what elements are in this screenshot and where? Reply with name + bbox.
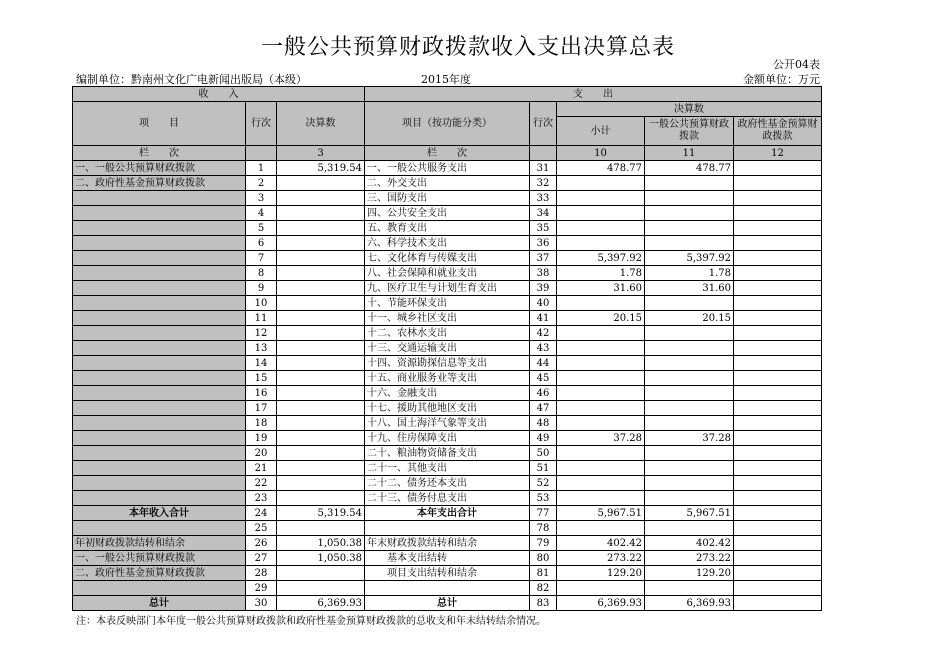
income-amount-cell: 1,050.38 — [277, 551, 365, 566]
income-row-no-cell: 1 — [246, 161, 277, 176]
income-row-no-cell: 27 — [246, 551, 277, 566]
income-row-no-cell: 5 — [246, 221, 277, 236]
expense-fund-budget-cell — [734, 506, 822, 521]
expense-subtotal-cell — [557, 476, 645, 491]
expense-fund-budget-cell — [734, 491, 822, 506]
income-item-cell — [73, 356, 246, 371]
general-budget-header: 一般公共预算财政拨款 — [645, 117, 734, 146]
table-row — [73, 521, 822, 536]
expense-subtotal-cell — [557, 341, 645, 356]
expense-general-budget-cell — [645, 521, 734, 536]
expense-row-no-cell: 53 — [530, 491, 557, 506]
form-code: 公开04表 — [773, 58, 820, 71]
expense-row-no-cell: 38 — [530, 266, 557, 281]
expense-row-no-cell: 31 — [530, 161, 557, 176]
expense-fund-budget-cell — [734, 326, 822, 341]
income-amount-cell — [277, 356, 365, 371]
expense-subtotal-cell — [557, 236, 645, 251]
income-item-cell: 一、一般公共预算财政拨款 — [73, 161, 246, 176]
expense-row-no-cell: 81 — [530, 566, 557, 581]
table-row — [73, 536, 822, 551]
table-row — [73, 266, 822, 281]
table-row — [73, 371, 822, 386]
expense-general-budget-cell — [645, 491, 734, 506]
expense-general-budget-cell — [645, 401, 734, 416]
income-row-no-cell: 25 — [246, 521, 277, 536]
income-amount-cell — [277, 386, 365, 401]
income-item-cell — [73, 236, 246, 251]
expense-row-no-cell: 49 — [530, 431, 557, 446]
income-row-no-cell: 28 — [246, 566, 277, 581]
income-item-cell — [73, 521, 246, 536]
income-amount-cell: 5,319.54 — [277, 161, 365, 176]
income-header: 收 入 — [73, 87, 365, 102]
expense-general-budget-cell: 402.42 — [645, 536, 734, 551]
income-item-cell — [73, 461, 246, 476]
report-title: 一般公共预算财政拨款收入支出决算总表 — [260, 35, 675, 60]
expense-general-budget-cell: 20.15 — [645, 311, 734, 326]
expense-item-cell: 四、公共安全支出 — [365, 206, 530, 221]
income-row-no-cell: 23 — [246, 491, 277, 506]
expense-fund-budget-cell — [734, 236, 822, 251]
income-row-no-cell: 10 — [246, 296, 277, 311]
income-amount-cell — [277, 461, 365, 476]
income-amount-cell — [277, 446, 365, 461]
expense-subtotal-cell — [557, 401, 645, 416]
expense-fund-budget-cell — [734, 416, 822, 431]
expense-subtotal-cell — [557, 326, 645, 341]
expense-row-no-cell: 32 — [530, 176, 557, 191]
income-item-cell — [73, 281, 246, 296]
compiling-unit: 编制单位：黔南州文化广电新闻出版局（本级） — [76, 73, 307, 86]
income-row-no-cell: 4 — [246, 206, 277, 221]
income-row-no-cell: 3 — [246, 191, 277, 206]
expense-row-no-cell: 83 — [530, 596, 557, 611]
expense-item-cell: 十三、交通运输支出 — [365, 341, 530, 356]
expense-item-cell — [365, 521, 530, 536]
table-row — [73, 161, 822, 176]
expense-general-budget-cell — [645, 356, 734, 371]
income-item-cell — [73, 416, 246, 431]
expense-row-no-cell: 45 — [530, 371, 557, 386]
income-amount-cell — [277, 521, 365, 536]
expense-general-budget-cell — [645, 386, 734, 401]
expense-item-cell: 十五、商业服务业等支出 — [365, 371, 530, 386]
expense-fund-budget-cell — [734, 401, 822, 416]
expense-subtotal-cell — [557, 461, 645, 476]
income-row-no-cell: 14 — [246, 356, 277, 371]
income-item-cell: 二、政府性基金预算财政拨款 — [73, 176, 246, 191]
expense-fund-budget-cell — [734, 461, 822, 476]
expense-general-budget-cell: 1.78 — [645, 266, 734, 281]
income-item-cell — [73, 581, 246, 596]
expense-fund-budget-cell — [734, 191, 822, 206]
column-label-left: 栏 次 — [73, 146, 246, 161]
income-row-no-cell: 11 — [246, 311, 277, 326]
income-row-no-cell: 15 — [246, 371, 277, 386]
income-item-cell: 年初财政拨款结转和结余 — [73, 536, 246, 551]
expense-item-cell: 十九、住房保障支出 — [365, 431, 530, 446]
table-row — [73, 401, 822, 416]
expense-subtotal-cell: 273.22 — [557, 551, 645, 566]
income-item-cell — [73, 341, 246, 356]
expense-subtotal-cell — [557, 206, 645, 221]
expense-item-cell: 十七、援助其他地区支出 — [365, 401, 530, 416]
expense-row-no-cell: 35 — [530, 221, 557, 236]
expense-item-cell: 一、一般公共服务支出 — [365, 161, 530, 176]
table-row — [73, 191, 822, 206]
income-amount-cell — [277, 206, 365, 221]
column-number-11: 11 — [645, 146, 734, 161]
expense-general-budget-cell — [645, 236, 734, 251]
expense-subtotal-cell: 6,369.93 — [557, 596, 645, 611]
expense-row-no-cell: 42 — [530, 326, 557, 341]
table-row — [73, 341, 822, 356]
expense-row-no-cell: 40 — [530, 296, 557, 311]
expense-row-no-cell: 82 — [530, 581, 557, 596]
table-row — [73, 176, 822, 191]
expense-row-no-cell: 46 — [530, 386, 557, 401]
table-row — [73, 416, 822, 431]
expense-general-budget-cell — [645, 221, 734, 236]
income-amount-cell — [277, 431, 365, 446]
expense-subtotal-cell — [557, 221, 645, 236]
expense-fund-budget-cell — [734, 521, 822, 536]
expense-general-budget-cell — [645, 446, 734, 461]
expense-fund-budget-cell — [734, 296, 822, 311]
expense-general-budget-cell: 31.60 — [645, 281, 734, 296]
expense-item-cell: 十八、国土海洋气象等支出 — [365, 416, 530, 431]
income-row-no-cell: 30 — [246, 596, 277, 611]
expense-subtotal-cell — [557, 416, 645, 431]
expense-fund-budget-cell — [734, 341, 822, 356]
expense-row-no-cell: 41 — [530, 311, 557, 326]
income-amount-cell — [277, 581, 365, 596]
column-number-10: 10 — [557, 146, 645, 161]
expense-item-cell: 基本支出结转 — [365, 551, 530, 566]
expense-fund-budget-cell — [734, 266, 822, 281]
income-item-cell — [73, 191, 246, 206]
income-amount-cell — [277, 416, 365, 431]
expense-general-budget-cell: 37.28 — [645, 431, 734, 446]
income-row-no-cell: 6 — [246, 236, 277, 251]
income-row-no-cell: 12 — [246, 326, 277, 341]
expense-fund-budget-cell — [734, 431, 822, 446]
expense-item-cell: 十二、农林水支出 — [365, 326, 530, 341]
income-item-cell — [73, 371, 246, 386]
income-amount-cell — [277, 296, 365, 311]
table-row — [73, 461, 822, 476]
expense-item-cell: 十六、金融支出 — [365, 386, 530, 401]
income-amount-cell — [277, 401, 365, 416]
expense-subtotal-cell: 478.77 — [557, 161, 645, 176]
income-row-no-cell: 18 — [246, 416, 277, 431]
expense-fund-budget-cell — [734, 311, 822, 326]
expense-item-cell: 九、医疗卫生与计划生育支出 — [365, 281, 530, 296]
expense-fund-budget-cell — [734, 386, 822, 401]
income-amount-cell — [277, 221, 365, 236]
expense-subtotal-cell — [557, 386, 645, 401]
expense-item-header: 项目（按功能分类） — [365, 102, 530, 146]
table-row — [73, 386, 822, 401]
income-row-no-cell: 8 — [246, 266, 277, 281]
expense-fund-budget-cell — [734, 356, 822, 371]
income-row-no-cell: 26 — [246, 536, 277, 551]
fund-budget-header: 政府性基金预算财政拨款 — [734, 117, 822, 146]
expense-subtotal-cell — [557, 446, 645, 461]
amount-unit: 金额单位：万元 — [743, 73, 820, 86]
expense-subtotal-cell: 402.42 — [557, 536, 645, 551]
income-amount-cell — [277, 266, 365, 281]
table-row — [73, 446, 822, 461]
expense-item-cell: 十四、资源勘探信息等支出 — [365, 356, 530, 371]
table-row — [73, 506, 822, 521]
income-row-no-cell: 16 — [246, 386, 277, 401]
expense-item-cell: 六、科学技术支出 — [365, 236, 530, 251]
expense-item-cell: 五、教育支出 — [365, 221, 530, 236]
expense-fund-budget-cell — [734, 596, 822, 611]
expense-item-cell: 十、节能环保支出 — [365, 296, 530, 311]
income-row-no-cell: 20 — [246, 446, 277, 461]
expense-row-no-cell: 48 — [530, 416, 557, 431]
table-row — [73, 476, 822, 491]
income-item-cell — [73, 476, 246, 491]
expense-row-no-cell: 77 — [530, 506, 557, 521]
footnote: 注：本表反映部门本年度一般公共预算财政拨款和政府性基金预算财政拨款的总收支和年末结转结余情况。 — [76, 616, 546, 627]
table-body — [73, 161, 822, 611]
income-amount-header: 决算数 — [277, 102, 365, 146]
expense-row-no-header: 行次 — [530, 102, 557, 146]
expense-general-budget-cell — [645, 176, 734, 191]
income-item-header: 项 目 — [73, 102, 246, 146]
income-amount-cell — [277, 281, 365, 296]
income-amount-cell: 6,369.93 — [277, 596, 365, 611]
income-item-cell — [73, 206, 246, 221]
expense-subtotal-cell — [557, 581, 645, 596]
income-item-cell — [73, 431, 246, 446]
expense-row-no-cell: 78 — [530, 521, 557, 536]
income-item-cell: 本年收入合计 — [73, 506, 246, 521]
income-amount-cell: 5,319.54 — [277, 506, 365, 521]
expense-item-cell: 总计 — [365, 596, 530, 611]
expense-subtotal-cell — [557, 356, 645, 371]
column-number-12: 12 — [734, 146, 822, 161]
expense-general-budget-cell: 5,967.51 — [645, 506, 734, 521]
table-row — [73, 236, 822, 251]
report-year: 2015年度 — [421, 73, 471, 86]
expense-item-cell: 七、文化体育与传媒支出 — [365, 251, 530, 266]
table-row — [73, 356, 822, 371]
expense-general-budget-cell — [645, 191, 734, 206]
income-amount-cell — [277, 476, 365, 491]
income-row-no-cell: 17 — [246, 401, 277, 416]
expense-item-cell: 项目支出结转和结余 — [365, 566, 530, 581]
expense-general-budget-cell: 478.77 — [645, 161, 734, 176]
expense-item-cell: 二十一、其他支出 — [365, 461, 530, 476]
income-item-cell — [73, 311, 246, 326]
income-row-no-cell: 13 — [246, 341, 277, 356]
expense-subtotal-cell — [557, 296, 645, 311]
expense-row-no-cell: 79 — [530, 536, 557, 551]
income-amount-cell — [277, 566, 365, 581]
income-item-cell: 总计 — [73, 596, 246, 611]
expense-fund-budget-cell — [734, 581, 822, 596]
expense-fund-budget-cell — [734, 176, 822, 191]
expense-fund-budget-cell — [734, 251, 822, 266]
table-row — [73, 206, 822, 221]
income-amount-cell — [277, 236, 365, 251]
expense-general-budget-cell — [645, 206, 734, 221]
table-row — [73, 491, 822, 506]
expense-item-cell — [365, 581, 530, 596]
income-item-cell — [73, 296, 246, 311]
expense-general-budget-cell: 6,369.93 — [645, 596, 734, 611]
expense-subtotal-cell — [557, 521, 645, 536]
expense-general-budget-cell — [645, 416, 734, 431]
expense-fund-budget-cell — [734, 536, 822, 551]
expense-row-no-cell: 51 — [530, 461, 557, 476]
expense-header: 支 出 — [365, 87, 822, 102]
expense-item-cell: 二十三、债务付息支出 — [365, 491, 530, 506]
expense-fund-budget-cell — [734, 371, 822, 386]
income-item-cell — [73, 221, 246, 236]
expense-general-budget-cell: 129.20 — [645, 566, 734, 581]
income-amount-cell — [277, 311, 365, 326]
table-row — [73, 281, 822, 296]
income-item-cell — [73, 446, 246, 461]
expense-subtotal-cell: 129.20 — [557, 566, 645, 581]
table-row — [73, 296, 822, 311]
expense-row-no-cell: 36 — [530, 236, 557, 251]
expense-item-cell: 本年支出合计 — [365, 506, 530, 521]
income-row-no-cell: 9 — [246, 281, 277, 296]
expense-fund-budget-cell — [734, 566, 822, 581]
income-amount-cell — [277, 491, 365, 506]
table-row — [73, 566, 822, 581]
expense-item-cell: 年末财政拨款结转和结余 — [365, 536, 530, 551]
table-row — [73, 311, 822, 326]
expense-subtotal-cell: 37.28 — [557, 431, 645, 446]
expense-item-cell: 二、外交支出 — [365, 176, 530, 191]
table-row — [73, 251, 822, 266]
income-item-cell: 一、一般公共预算财政拨款 — [73, 551, 246, 566]
expense-general-budget-cell — [645, 326, 734, 341]
income-amount-cell — [277, 326, 365, 341]
table-row — [73, 596, 822, 611]
expense-item-cell: 八、社会保障和就业支出 — [365, 266, 530, 281]
expense-row-no-cell: 34 — [530, 206, 557, 221]
income-item-cell: 二、政府性基金预算财政拨款 — [73, 566, 246, 581]
expense-subtotal-cell — [557, 491, 645, 506]
expense-subtotal-cell — [557, 191, 645, 206]
income-item-cell — [73, 491, 246, 506]
expense-row-no-cell: 43 — [530, 341, 557, 356]
expense-general-budget-cell: 273.22 — [645, 551, 734, 566]
expense-row-no-cell: 33 — [530, 191, 557, 206]
expense-fund-budget-cell — [734, 446, 822, 461]
table-row — [73, 551, 822, 566]
income-amount-cell — [277, 371, 365, 386]
expense-row-no-cell: 80 — [530, 551, 557, 566]
expense-general-budget-cell — [645, 581, 734, 596]
expense-row-no-cell: 39 — [530, 281, 557, 296]
income-row-no-cell: 24 — [246, 506, 277, 521]
expense-row-no-cell: 50 — [530, 446, 557, 461]
expense-fund-budget-cell — [734, 281, 822, 296]
expense-subtotal-cell — [557, 371, 645, 386]
expense-subtotal-cell: 1.78 — [557, 266, 645, 281]
expense-subtotal-cell — [557, 176, 645, 191]
table-row — [73, 431, 822, 446]
income-item-cell — [73, 326, 246, 341]
expense-fund-budget-cell — [734, 161, 822, 176]
column-number-3: 3 — [277, 146, 365, 161]
expense-fund-budget-cell — [734, 551, 822, 566]
income-row-no-cell: 2 — [246, 176, 277, 191]
income-row-no-cell: 29 — [246, 581, 277, 596]
income-row-no-cell: 7 — [246, 251, 277, 266]
expense-amount-header: 决算数 — [557, 102, 822, 117]
income-row-no-header: 行次 — [246, 102, 277, 146]
expense-row-no-cell: 37 — [530, 251, 557, 266]
income-item-cell — [73, 401, 246, 416]
income-item-cell — [73, 386, 246, 401]
expense-fund-budget-cell — [734, 476, 822, 491]
expense-general-budget-cell — [645, 371, 734, 386]
income-amount-cell — [277, 191, 365, 206]
income-amount-cell — [277, 341, 365, 356]
expense-general-budget-cell — [645, 341, 734, 356]
expense-row-no-cell: 52 — [530, 476, 557, 491]
expense-general-budget-cell: 5,397.92 — [645, 251, 734, 266]
income-item-cell — [73, 251, 246, 266]
income-item-cell — [73, 266, 246, 281]
expense-item-cell: 十一、城乡社区支出 — [365, 311, 530, 326]
income-amount-cell — [277, 251, 365, 266]
expense-subtotal-cell: 5,397.92 — [557, 251, 645, 266]
expense-general-budget-cell — [645, 296, 734, 311]
table-row — [73, 326, 822, 341]
table-row — [73, 221, 822, 236]
expense-fund-budget-cell — [734, 206, 822, 221]
expense-general-budget-cell — [645, 476, 734, 491]
income-row-no-cell: 19 — [246, 431, 277, 446]
expense-subtotal-cell: 5,967.51 — [557, 506, 645, 521]
expense-row-no-cell: 47 — [530, 401, 557, 416]
expense-item-cell: 三、国防支出 — [365, 191, 530, 206]
expense-item-cell: 二十、粮油物资储备支出 — [365, 446, 530, 461]
income-amount-cell: 1,050.38 — [277, 536, 365, 551]
subtotal-header: 小计 — [557, 117, 645, 146]
expense-fund-budget-cell — [734, 221, 822, 236]
expense-item-cell: 二十二、债务还本支出 — [365, 476, 530, 491]
expense-subtotal-cell: 20.15 — [557, 311, 645, 326]
expense-row-no-cell: 44 — [530, 356, 557, 371]
budget-table — [72, 86, 822, 611]
income-row-no-cell: 21 — [246, 461, 277, 476]
income-row-no-cell: 22 — [246, 476, 277, 491]
expense-general-budget-cell — [645, 461, 734, 476]
expense-subtotal-cell: 31.60 — [557, 281, 645, 296]
column-label-right: 栏 次 — [365, 146, 530, 161]
income-amount-cell — [277, 176, 365, 191]
table-row — [73, 581, 822, 596]
